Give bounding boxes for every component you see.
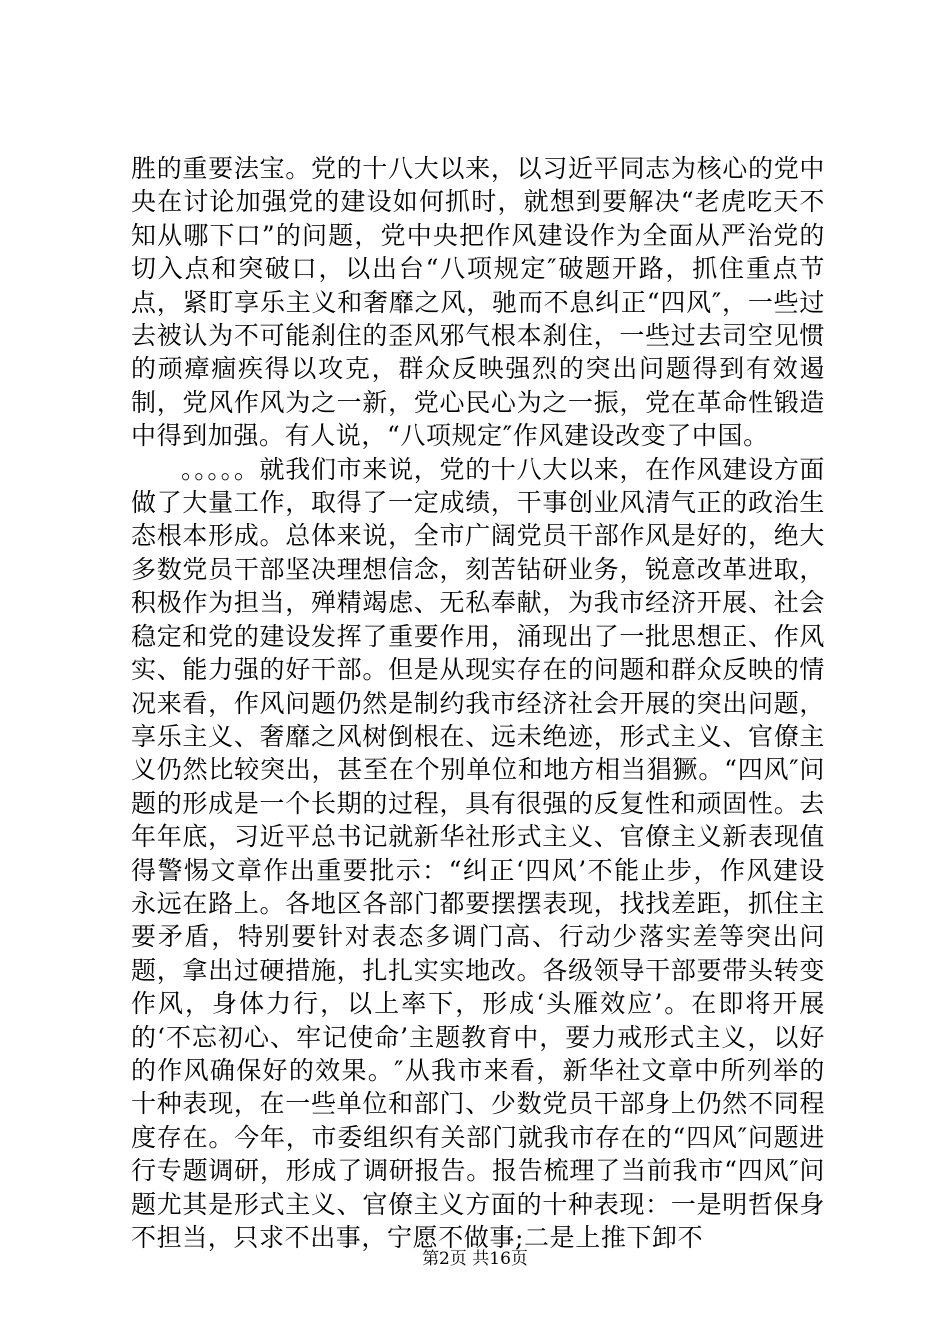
- paragraph: 。。。。。就我们市来说，党的十八大以来，在作风建设方面做了大量工作，取得了一定成绩，干事创业风清气正的政治生态根本形成。总体来说，全市广阔党员干部作风是好的，绝大多数党员干部坚决理想信念，刻苦钻研业务，锐意改革进取，积极作为担当，殚精竭虑、无私奉献，为我市经济开展、社会稳定和党的建设发挥了重要作用，涌现出了一批思想正、作风实、能力强的好干部。但是从现实存在的问题和群众反映的情况来看，作风问题仍然是制约我市经济社会开展的突出问题，享乐主义、奢靡之风树倒根在、远未绝迹，形式主义、官僚主义仍然比较突出，甚至在个别单位和地方相当猖獗。“四风″问题的形成是一个长期的过程，具有很强的反复性和顽固性。去年年底，习近平总书记就新华社形式主义、官僚主义新表现值得警惕文章作出重要批示：“纠正‘四风’不能止步，作风建设永远在路上。各地区各部门都要摆摆表现，找找差距，抓住主要矛盾，特别要针对表态多调门高、行动少落实差等突出问题，拿出过硬措施，扎扎实实地改。各级领导干部要带头转变作风，身体力行，以上率下，形成‘头雁效应’。在即将开展的‘不忘初心、牢记使命’主题教育中，要力戒形式主义，以好的作风确保好的效果。″从我市来看，新华社文章中所列举的十种表现，在一些单位和部门、少数党员干部身上仍然不同程度存在。今年，市委组织有关部门就我市存在的“四风″问题进行专题调研，形成了调研报告。报告梳理了当前我市“四风″问题尤其是形式主义、官僚主义方面的十种表现：一是明哲保身不担当，只求不出事，宁愿不做事;二是上推下卸不: [131, 454, 825, 1252]
- paragraph-continued: 胜的重要法宝。党的十八大以来，以习近平同志为核心的党中央在讨论加强党的建设如何抓时，就想到要解决“老虎吃天不知从哪下口”的问题，党中央把作风建设作为全面从严治党的切入点和突破口，以出台“八项规定″破题开路，抓住重点节点，紧盯享乐主义和奢靡之风，驰而不息纠正“四风″，一些过去被认为不可能刹住的歪风邪气根本刹住，一些过去司空见惯的顽瘴痼疾得以攻克，群众反映强烈的突出问题得到有效遏制，党风作风为之一新，党心民心为之一振，党在革命性锻造中得到加强。有人说，“八项规定″作风建设改变了中国。: [131, 154, 825, 451]
- page-number-footer: 第2页 共16页: [422, 1249, 528, 1269]
- document-body: [131, 152, 825, 1254]
